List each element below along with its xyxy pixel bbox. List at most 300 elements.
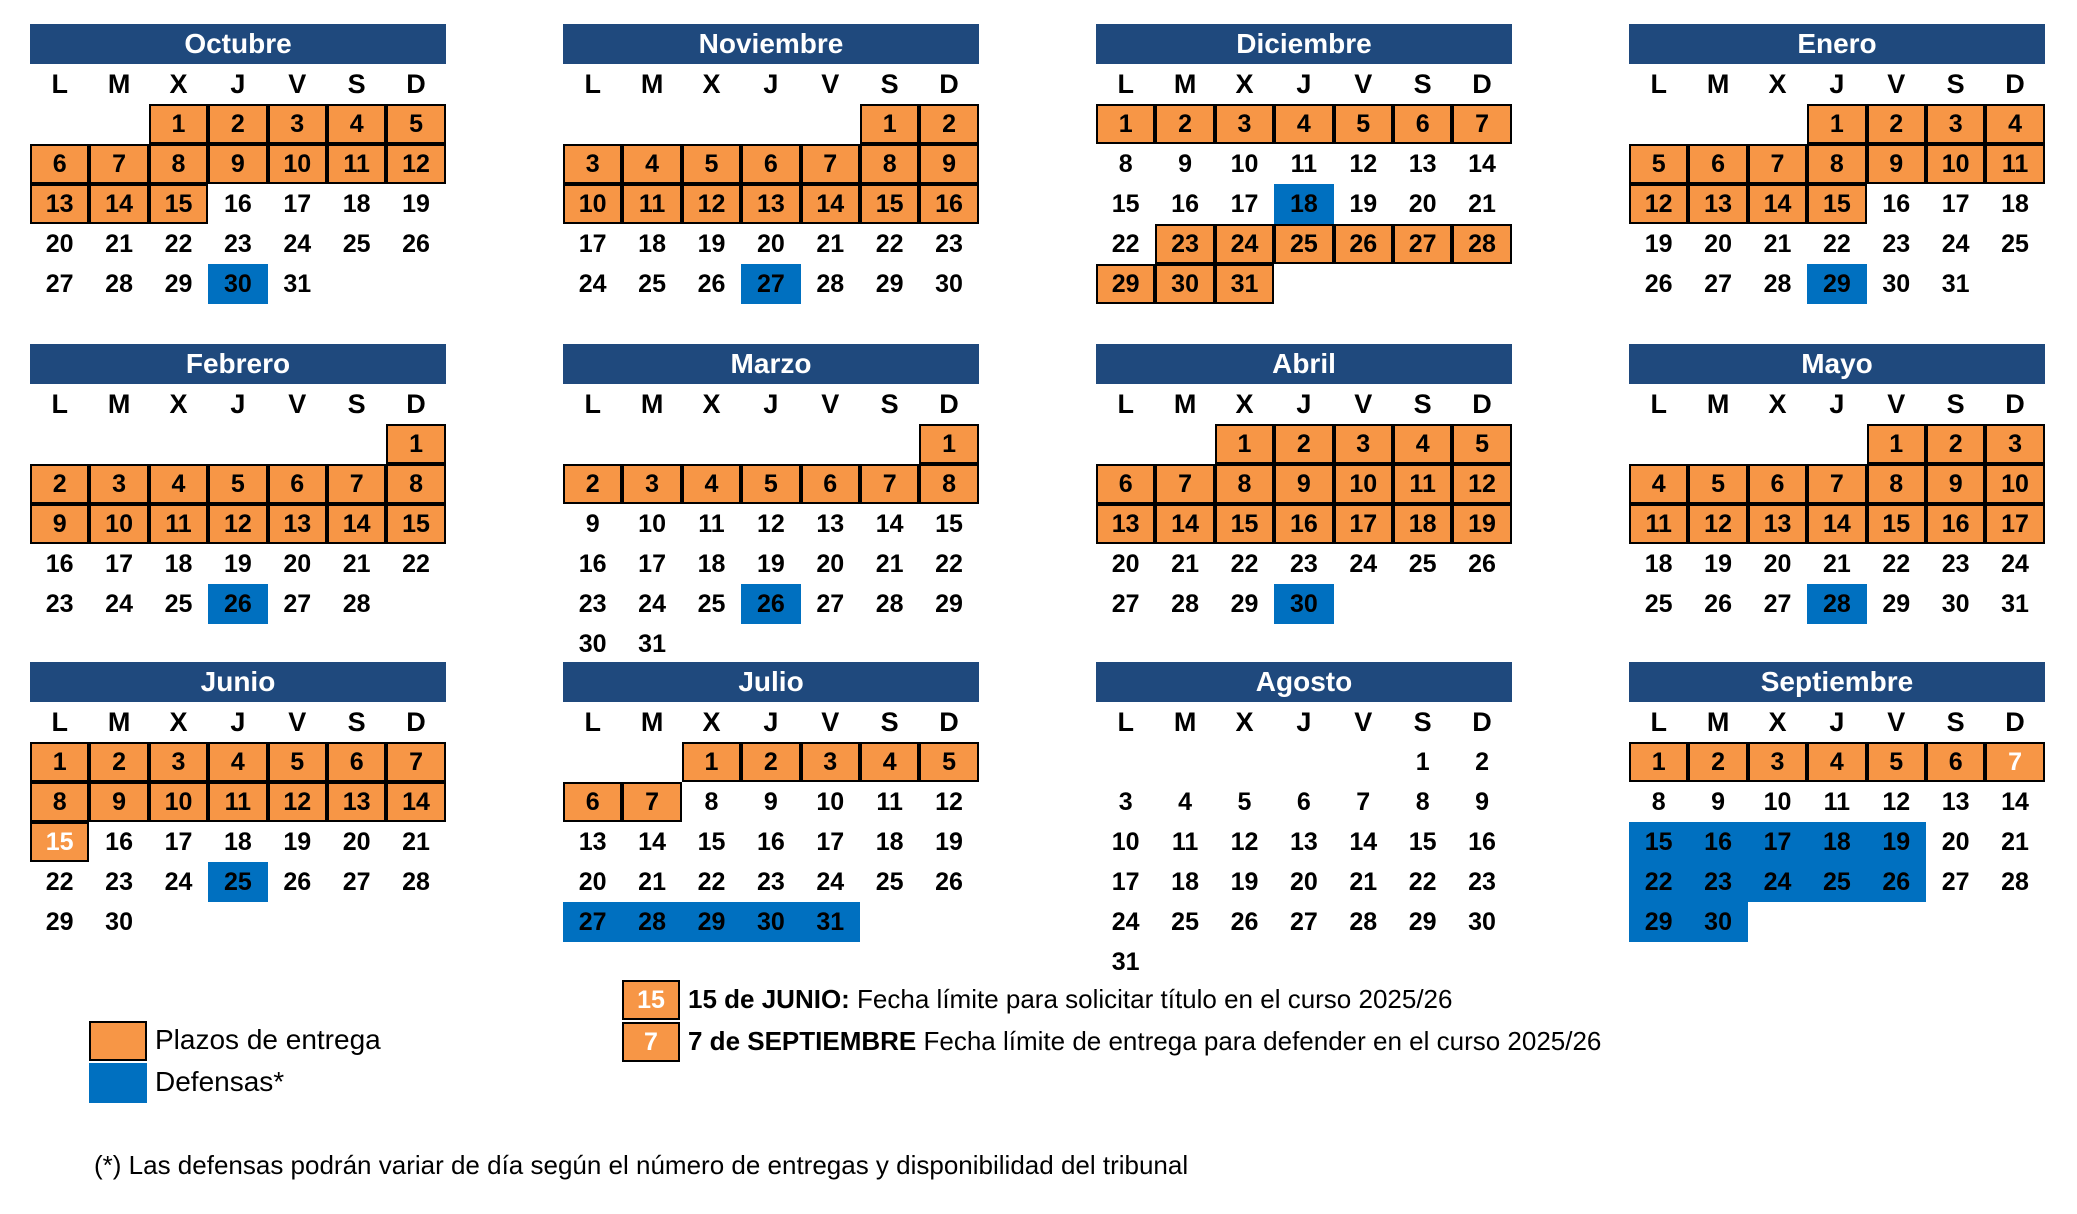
month-title: Agosto <box>1096 662 1512 702</box>
month-abril <box>1096 344 1512 624</box>
day-cell-deadline: 11 <box>149 504 208 544</box>
day-cell: 22 <box>45 868 74 896</box>
month-title: Septiembre <box>1629 662 2045 702</box>
day-cell: 21 <box>875 550 904 578</box>
day-cell: 25 <box>697 590 726 618</box>
day-cell-deadline: 8 <box>1215 464 1274 504</box>
day-cell: 16 <box>105 828 133 856</box>
day-cell-defense: 17 <box>1748 822 1807 862</box>
day-cell: 1 <box>1415 748 1430 776</box>
day-cell-deadline: 17 <box>1985 504 2044 544</box>
day-cell-deadline: 15 <box>386 504 445 544</box>
day-cell-deadline: 13 <box>1748 504 1807 544</box>
day-cell: 16 <box>1468 828 1496 856</box>
day-cell-deadline: 12 <box>682 184 741 224</box>
empty-cell <box>1096 424 1155 464</box>
day-cell-deadline: 3 <box>1985 424 2044 464</box>
empty-cell <box>268 424 327 464</box>
day-cell-deadline: 7 <box>89 144 148 184</box>
empty-cell <box>1629 424 1688 464</box>
day-cell: 30 <box>1468 908 1496 936</box>
day-cell: 17 <box>164 828 193 856</box>
day-cell: 31 <box>283 270 312 298</box>
day-cell: 9 <box>1475 788 1489 816</box>
day-cell: 24 <box>164 868 193 896</box>
day-cell: 21 <box>2001 828 2029 856</box>
day-cell-deadline: 8 <box>149 144 208 184</box>
day-cell: 22 <box>875 230 904 258</box>
day-cell-deadline: 1 <box>1096 104 1155 144</box>
empty-cell <box>1688 104 1747 144</box>
day-cell-deadline: 1 <box>1867 424 1926 464</box>
day-cell: 13 <box>578 828 607 856</box>
day-cell-deadline: 6 <box>1096 464 1155 504</box>
day-cell-deadline: 6 <box>801 464 860 504</box>
day-cell: 15 <box>1111 190 1140 218</box>
day-cell-deadline: 11 <box>622 184 681 224</box>
day-cell-deadline: 5 <box>1867 742 1926 782</box>
day-cell-deadline: 15 <box>860 184 919 224</box>
weekday-header: D <box>406 69 426 99</box>
day-cell: 21 <box>816 230 845 258</box>
day-cell-deadline: 26 <box>1334 224 1393 264</box>
day-cell-defense: 30 <box>1688 902 1747 942</box>
weekday-header: D <box>1472 707 1492 737</box>
day-cell-deadline: 10 <box>89 504 148 544</box>
day-cell-deadline: 6 <box>741 144 800 184</box>
day-cell: 21 <box>1171 550 1199 578</box>
day-cell-deadline: 8 <box>1867 464 1926 504</box>
month-grid <box>1629 64 2045 304</box>
day-cell-deadline: 7 <box>1155 464 1214 504</box>
empty-cell <box>563 742 622 782</box>
day-cell: 20 <box>816 550 845 578</box>
day-cell: 10 <box>1230 150 1259 178</box>
day-cell-deadline: 2 <box>563 464 622 504</box>
month-title: Octubre <box>30 24 446 64</box>
day-cell-deadline: 6 <box>1748 464 1807 504</box>
day-cell-deadline: 6 <box>1393 104 1452 144</box>
day-cell: 26 <box>1230 908 1259 936</box>
day-cell-deadline: 5 <box>741 464 800 504</box>
day-cell-deadline: 6 <box>268 464 327 504</box>
day-cell: 27 <box>1289 908 1318 936</box>
weekday-header: V <box>1887 69 1906 99</box>
month-grid <box>563 702 979 942</box>
day-cell: 28 <box>105 270 133 298</box>
weekday-header: S <box>347 707 366 737</box>
month-title: Mayo <box>1629 344 2045 384</box>
empty-cell <box>1334 742 1393 782</box>
weekday-header: V <box>1354 69 1373 99</box>
day-cell: 30 <box>1882 270 1911 298</box>
weekday-header: J <box>763 389 779 419</box>
day-cell-defense: 26 <box>208 584 267 624</box>
day-cell-deadline: 5 <box>682 144 741 184</box>
day-cell: 28 <box>1171 590 1199 618</box>
day-cell-deadline: 4 <box>149 464 208 504</box>
day-cell: 8 <box>704 788 719 816</box>
day-cell: 21 <box>638 868 666 896</box>
day-cell-deadline: 14 <box>1155 504 1214 544</box>
day-cell-deadline: 6 <box>563 782 622 822</box>
day-cell-deadline: 7 <box>622 782 681 822</box>
day-cell: 11 <box>1290 150 1318 178</box>
weekday-header: V <box>288 69 307 99</box>
month-grid <box>30 702 446 942</box>
day-cell: 29 <box>1230 590 1259 618</box>
day-cell-deadline: 4 <box>622 144 681 184</box>
empty-cell <box>1748 104 1807 144</box>
day-cell-deadline: 11 <box>208 782 267 822</box>
day-cell-deadline: 12 <box>386 144 445 184</box>
day-cell: 16 <box>1171 190 1199 218</box>
day-cell: 12 <box>1882 788 1911 816</box>
weekday-header: V <box>821 389 840 419</box>
day-cell: 20 <box>342 828 371 856</box>
day-cell: 28 <box>1349 908 1378 936</box>
day-cell-deadline: 14 <box>327 504 386 544</box>
day-cell-defense: 25 <box>1807 862 1866 902</box>
weekday-header: L <box>1117 69 1134 99</box>
day-cell-deadline: 4 <box>208 742 267 782</box>
day-cell-deadline: 11 <box>1393 464 1452 504</box>
day-cell: 16 <box>756 828 785 856</box>
day-cell-deadline: 1 <box>1807 104 1866 144</box>
day-cell-deadline: 7 <box>860 464 919 504</box>
day-cell-deadline: 15 <box>1807 184 1866 224</box>
month-title: Julio <box>563 662 979 702</box>
month-title: Noviembre <box>563 24 979 64</box>
day-cell: 29 <box>1882 590 1911 618</box>
day-cell: 9 <box>1178 150 1193 178</box>
weekday-header: V <box>1887 389 1906 419</box>
day-cell: 21 <box>105 230 133 258</box>
day-cell: 10 <box>638 510 666 538</box>
month-grid <box>563 64 979 304</box>
month-title: Enero <box>1629 24 2045 64</box>
empty-cell <box>682 424 741 464</box>
weekday-header: S <box>880 707 899 737</box>
day-cell-deadline: 3 <box>1334 424 1393 464</box>
day-cell: 18 <box>1644 550 1673 578</box>
day-cell: 30 <box>578 630 607 658</box>
day-cell-deadline: 7 <box>801 144 860 184</box>
empty-cell <box>622 104 681 144</box>
day-cell-deadline: 3 <box>89 464 148 504</box>
day-cell-defense: 30 <box>1274 584 1333 624</box>
day-cell: 25 <box>1408 550 1437 578</box>
day-cell-deadline: 9 <box>1926 464 1985 504</box>
day-cell-deadline: 5 <box>919 742 978 782</box>
day-cell-deadline: 1 <box>30 742 89 782</box>
empty-cell <box>30 104 89 144</box>
weekday-header: M <box>107 69 131 99</box>
day-cell: 11 <box>1171 828 1199 856</box>
day-cell: 20 <box>756 230 785 258</box>
weekday-header: D <box>2005 389 2025 419</box>
day-cell: 28 <box>816 270 845 298</box>
month-grid <box>1096 384 1512 624</box>
weekday-header: S <box>880 69 899 99</box>
day-cell-deadline: 1 <box>149 104 208 144</box>
empty-cell <box>1274 742 1333 782</box>
weekday-header: J <box>1296 389 1312 419</box>
day-cell: 19 <box>283 828 312 856</box>
day-cell-deadline: 11 <box>1985 144 2044 184</box>
day-cell-deadline: 8 <box>386 464 445 504</box>
day-cell-deadline: 2 <box>1155 104 1214 144</box>
weekday-header: D <box>1472 69 1492 99</box>
day-cell-deadline: 13 <box>741 184 800 224</box>
day-cell: 14 <box>2001 788 2029 816</box>
weekday-header: D <box>2005 69 2025 99</box>
day-cell: 19 <box>402 190 430 218</box>
day-cell-deadline: 12 <box>1629 184 1688 224</box>
day-cell: 20 <box>1941 828 1970 856</box>
weekday-header: S <box>1946 389 1965 419</box>
day-cell-defense: 19 <box>1867 822 1926 862</box>
day-cell-defense: 31 <box>801 902 860 942</box>
day-cell: 23 <box>1289 550 1318 578</box>
day-cell-deadline: 4 <box>860 742 919 782</box>
weekday-header: X <box>1235 69 1254 99</box>
day-cell-defense: 24 <box>1748 862 1807 902</box>
month-junio <box>30 662 446 942</box>
day-cell-deadline: 16 <box>1926 504 1985 544</box>
day-cell: 19 <box>935 828 963 856</box>
day-cell: 17 <box>283 190 312 218</box>
empty-cell <box>741 424 800 464</box>
day-cell: 31 <box>638 630 666 658</box>
day-cell: 14 <box>1468 150 1496 178</box>
day-cell: 30 <box>935 270 963 298</box>
month-title: Febrero <box>30 344 446 384</box>
day-cell-deadline: 5 <box>208 464 267 504</box>
day-cell-deadline: 7 <box>1807 464 1866 504</box>
day-cell-deadline: 13 <box>327 782 386 822</box>
day-cell-deadline: 10 <box>1985 464 2044 504</box>
day-cell-deadline: 8 <box>919 464 978 504</box>
weekday-header: L <box>1650 707 1667 737</box>
note-september-text: Fecha límite de entrega para defender en el curso 2025/26 <box>916 1026 1602 1056</box>
day-cell-deadline: 12 <box>1452 464 1511 504</box>
day-cell: 25 <box>2001 230 2029 258</box>
day-cell: 22 <box>1111 230 1140 258</box>
day-cell-deadline: 14 <box>801 184 860 224</box>
day-cell: 20 <box>45 230 74 258</box>
day-cell: 20 <box>1408 190 1437 218</box>
day-cell: 9 <box>1711 788 1726 816</box>
day-cell: 11 <box>1823 788 1851 816</box>
weekday-header: L <box>1117 389 1134 419</box>
day-cell: 19 <box>223 550 252 578</box>
weekday-header: L <box>51 389 68 419</box>
legend-deadline-swatch <box>89 1021 147 1061</box>
day-cell: 13 <box>1289 828 1318 856</box>
month-agosto <box>1096 662 1512 982</box>
note-june-badge: 15 <box>622 980 680 1020</box>
day-cell: 24 <box>283 230 312 258</box>
day-cell: 17 <box>105 550 133 578</box>
empty-cell <box>1215 742 1274 782</box>
day-cell-deadline: 4 <box>1807 742 1866 782</box>
day-cell: 27 <box>1111 590 1140 618</box>
day-cell: 12 <box>1230 828 1259 856</box>
empty-cell <box>682 104 741 144</box>
day-cell-deadline: 8 <box>1807 144 1866 184</box>
day-cell: 23 <box>223 230 252 258</box>
weekday-header: S <box>1413 707 1432 737</box>
weekday-header: D <box>406 707 426 737</box>
day-cell: 20 <box>1704 230 1732 258</box>
day-cell: 12 <box>935 788 963 816</box>
day-cell: 21 <box>1468 190 1496 218</box>
day-cell: 31 <box>1941 270 1970 298</box>
day-cell-defense: 28 <box>1807 584 1866 624</box>
day-cell: 18 <box>164 550 193 578</box>
weekday-header: D <box>406 389 426 419</box>
empty-cell <box>1629 104 1688 144</box>
day-cell-deadline: 11 <box>1629 504 1688 544</box>
weekday-header: M <box>1173 69 1197 99</box>
empty-cell <box>741 104 800 144</box>
weekday-header: V <box>288 707 307 737</box>
weekday-header: M <box>1706 69 1730 99</box>
day-cell-deadline: 2 <box>1926 424 1985 464</box>
day-cell: 20 <box>1763 550 1792 578</box>
weekday-header: D <box>939 389 959 419</box>
weekday-header: J <box>1829 707 1845 737</box>
day-cell-deadline: 17 <box>1334 504 1393 544</box>
month-octubre <box>30 24 446 304</box>
day-cell-deadline: 18 <box>1393 504 1452 544</box>
weekday-header: V <box>288 389 307 419</box>
month-grid <box>1096 702 1512 982</box>
day-cell-deadline: 13 <box>268 504 327 544</box>
day-cell-deadline: 28 <box>1452 224 1511 264</box>
month-title: Abril <box>1096 344 1512 384</box>
day-cell-deadline: 3 <box>622 464 681 504</box>
day-cell: 19 <box>1644 230 1673 258</box>
day-cell-deadline: 10 <box>268 144 327 184</box>
day-cell-deadline: 16 <box>919 184 978 224</box>
note-september-title: 7 de SEPTIEMBRE <box>688 1026 917 1056</box>
weekday-header: V <box>821 707 840 737</box>
empty-cell <box>622 424 681 464</box>
day-cell: 15 <box>1408 828 1437 856</box>
day-cell-deadline: 7 <box>1748 144 1807 184</box>
weekday-header: S <box>1413 69 1432 99</box>
day-cell: 27 <box>45 270 74 298</box>
day-cell: 26 <box>283 868 312 896</box>
weekday-header: V <box>1354 707 1373 737</box>
day-cell-deadline: 3 <box>1215 104 1274 144</box>
empty-cell <box>149 424 208 464</box>
empty-cell <box>208 424 267 464</box>
day-cell-deadline: 10 <box>149 782 208 822</box>
weekday-header: J <box>1829 69 1845 99</box>
day-cell: 9 <box>585 510 600 538</box>
month-enero <box>1629 24 2045 304</box>
day-cell: 21 <box>342 550 371 578</box>
weekday-header: S <box>1946 707 1965 737</box>
weekday-header: V <box>1887 707 1906 737</box>
month-noviembre <box>563 24 979 304</box>
day-cell-deadline: 3 <box>149 742 208 782</box>
month-title: Diciembre <box>1096 24 1512 64</box>
day-cell: 25 <box>875 868 904 896</box>
weekday-header: S <box>347 389 366 419</box>
day-cell-deadline: 10 <box>563 184 622 224</box>
day-cell-deadline: 4 <box>682 464 741 504</box>
day-cell-deadline: 15 <box>1867 504 1926 544</box>
day-cell: 27 <box>342 868 371 896</box>
day-cell-deadline: 1 <box>682 742 741 782</box>
day-cell: 15 <box>935 510 963 538</box>
weekday-header: V <box>1354 389 1373 419</box>
day-cell-deadline: 14 <box>1807 504 1866 544</box>
day-cell: 21 <box>1763 230 1792 258</box>
weekday-header: D <box>2005 707 2025 737</box>
day-cell-deadline: 6 <box>30 144 89 184</box>
day-cell: 18 <box>342 190 371 218</box>
day-cell-deadline: 9 <box>919 144 978 184</box>
day-cell-key-deadline: 15 <box>30 822 89 862</box>
day-cell-deadline: 2 <box>1274 424 1333 464</box>
day-cell: 20 <box>1289 868 1318 896</box>
day-cell: 23 <box>105 868 133 896</box>
day-cell: 28 <box>875 590 904 618</box>
weekday-header: L <box>584 389 601 419</box>
day-cell-deadline: 1 <box>1629 742 1688 782</box>
day-cell: 18 <box>638 230 666 258</box>
day-cell: 19 <box>756 550 785 578</box>
day-cell: 14 <box>638 828 666 856</box>
weekday-header: X <box>1768 389 1787 419</box>
weekday-header: L <box>1650 69 1667 99</box>
day-cell-deadline: 25 <box>1274 224 1333 264</box>
day-cell-deadline: 23 <box>1155 224 1214 264</box>
day-cell-deadline: 3 <box>1926 104 1985 144</box>
legend-defense-swatch <box>89 1063 147 1103</box>
day-cell-deadline: 4 <box>1393 424 1452 464</box>
day-cell-deadline: 29 <box>1096 264 1155 304</box>
day-cell-deadline: 14 <box>89 184 148 224</box>
day-cell-deadline: 4 <box>1985 104 2044 144</box>
day-cell: 11 <box>698 510 725 538</box>
day-cell-defense: 26 <box>1867 862 1926 902</box>
day-cell-deadline: 2 <box>741 742 800 782</box>
weekday-header: V <box>821 69 840 99</box>
day-cell: 26 <box>402 230 430 258</box>
day-cell-deadline: 14 <box>386 782 445 822</box>
day-cell-deadline: 12 <box>268 782 327 822</box>
day-cell-defense: 27 <box>741 264 800 304</box>
day-cell-defense: 26 <box>741 584 800 624</box>
day-cell-deadline: 6 <box>1688 144 1747 184</box>
day-cell: 17 <box>816 828 845 856</box>
day-cell: 26 <box>1644 270 1673 298</box>
day-cell: 4 <box>1178 788 1193 816</box>
day-cell: 9 <box>763 788 778 816</box>
day-cell: 22 <box>402 550 430 578</box>
day-cell: 18 <box>875 828 904 856</box>
day-cell: 27 <box>1763 590 1792 618</box>
day-cell: 25 <box>1171 908 1199 936</box>
weekday-header: L <box>584 69 601 99</box>
month-julio <box>563 662 979 942</box>
